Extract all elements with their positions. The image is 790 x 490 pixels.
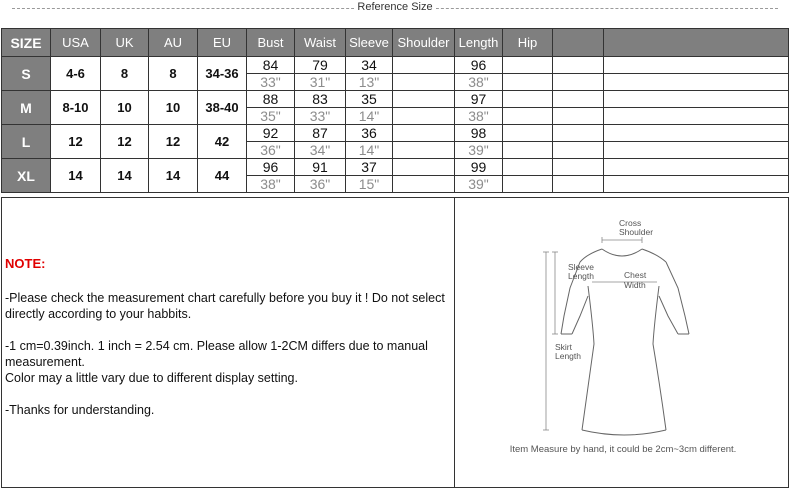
measurement-inch-cell: [393, 74, 455, 91]
sleeve-length-label: Sleeve: [568, 262, 594, 272]
size-row-cm: [2, 125, 789, 142]
measurement-cm-cell: [604, 57, 789, 74]
measurement-inch-cell: [553, 74, 604, 91]
skirt-length-label: Length: [555, 351, 581, 361]
au-size: 12: [149, 125, 198, 159]
measurement-inch-cell: 14": [346, 108, 393, 125]
column-header: Sleeve: [346, 29, 393, 57]
measurement-cm-cell: [503, 91, 553, 108]
measurement-cm-cell: 97: [455, 91, 503, 108]
measurement-cm-cell: [604, 159, 789, 176]
panel-divider: [454, 198, 455, 487]
measurement-cm-cell: [553, 57, 604, 74]
measurement-inch-cell: 34": [295, 142, 346, 159]
measurement-cm-cell: 99: [455, 159, 503, 176]
measurement-cm-cell: [503, 159, 553, 176]
uk-size: 14: [101, 159, 149, 193]
measurement-cm-cell: [553, 125, 604, 142]
column-header: Bust: [247, 29, 295, 57]
measurement-inch-cell: [553, 108, 604, 125]
measurement-inch-cell: 38": [455, 74, 503, 91]
cross-shoulder-label: Cross: [619, 218, 642, 228]
measurement-inch-cell: 38": [247, 176, 295, 193]
cross-shoulder-label: Shoulder: [619, 227, 654, 237]
measurement-inch-cell: [604, 176, 789, 193]
measurement-cm-cell: [553, 91, 604, 108]
measurement-cm-cell: [604, 91, 789, 108]
measurement-cm-cell: [503, 125, 553, 142]
measurement-inch-cell: 39": [455, 142, 503, 159]
measurement-cm-cell: 87: [295, 125, 346, 142]
header-row: [2, 29, 789, 57]
diagram-caption: Item Measure by hand, it could be 2cm~3cm different.: [509, 444, 737, 455]
measurement-inch-cell: 31": [295, 74, 346, 91]
column-header: [604, 29, 789, 57]
au-size: 14: [149, 159, 198, 193]
eu-size: 44: [198, 159, 247, 193]
measurement-inch-cell: [503, 74, 553, 91]
eu-size: 38-40: [198, 91, 247, 125]
notes-section: [5, 256, 450, 434]
measurement-cm-cell: 91: [295, 159, 346, 176]
sleeve-length-label: Length: [568, 271, 594, 281]
measurement-inch-cell: 38": [455, 108, 503, 125]
note-item: -1 cm=0.39inch. 1 inch = 2.54 cm. Please allow 1-2CM differs due to manual measurement. Color may a little vary due to different display setting.: [5, 339, 428, 385]
measurement-cm-cell: 92: [247, 125, 295, 142]
measurement-cm-cell: [503, 57, 553, 74]
reference-size-title: [0, 0, 790, 18]
uk-size: 8: [101, 57, 149, 91]
column-header: Hip: [503, 29, 553, 57]
measurement-cm-cell: 34: [346, 57, 393, 74]
measurement-cm-cell: 84: [247, 57, 295, 74]
measurement-cm-cell: 96: [455, 57, 503, 74]
column-header: SIZE: [2, 29, 51, 57]
column-header: Waist: [295, 29, 346, 57]
measurement-inch-cell: [604, 142, 789, 159]
au-size: 8: [149, 57, 198, 91]
measurement-inch-cell: [503, 176, 553, 193]
size-chart-table: [1, 28, 789, 193]
size-row-cm: [2, 159, 789, 176]
measurement-inch-cell: 36": [295, 176, 346, 193]
skirt-length-label: Skirt: [555, 342, 572, 352]
size-row-cm: [2, 57, 789, 74]
measurement-cm-cell: 98: [455, 125, 503, 142]
usa-size: 12: [51, 125, 101, 159]
column-header: Shoulder: [393, 29, 455, 57]
measurement-cm-cell: [604, 125, 789, 142]
measurement-inch-cell: [604, 74, 789, 91]
au-size: 10: [149, 91, 198, 125]
column-header: AU: [149, 29, 198, 57]
measurement-cm-cell: [393, 159, 455, 176]
note-heading: NOTE:: [5, 256, 46, 271]
measurement-inch-cell: [503, 108, 553, 125]
measurement-inch-cell: 36": [247, 142, 295, 159]
measurement-inch-cell: [553, 176, 604, 193]
column-header: UK: [101, 29, 149, 57]
measurement-inch-cell: 14": [346, 142, 393, 159]
usa-size: 4-6: [51, 57, 101, 91]
measurement-inch-cell: 13": [346, 74, 393, 91]
size-label: XL: [2, 159, 51, 193]
size-row-cm: [2, 91, 789, 108]
uk-size: 10: [101, 91, 149, 125]
usa-size: 8-10: [51, 91, 101, 125]
measurement-cm-cell: 37: [346, 159, 393, 176]
size-label: S: [2, 57, 51, 91]
uk-size: 12: [101, 125, 149, 159]
eu-size: 34-36: [198, 57, 247, 91]
size-label: M: [2, 91, 51, 125]
measurement-inch-cell: 15": [346, 176, 393, 193]
measurement-cm-cell: 88: [247, 91, 295, 108]
column-header: USA: [51, 29, 101, 57]
measurement-inch-cell: [393, 176, 455, 193]
measurement-cm-cell: [393, 125, 455, 142]
lower-panel: [1, 197, 789, 488]
eu-size: 42: [198, 125, 247, 159]
size-label: L: [2, 125, 51, 159]
note-item: -Thanks for understanding.: [5, 403, 155, 417]
measurement-inch-cell: 35": [247, 108, 295, 125]
measurement-inch-cell: [553, 142, 604, 159]
measurement-inch-cell: 33": [247, 74, 295, 91]
measurement-cm-cell: [393, 91, 455, 108]
reference-size-label: Reference Size: [354, 1, 435, 13]
column-header: [553, 29, 604, 57]
measurement-cm-cell: 36: [346, 125, 393, 142]
measurement-cm-cell: [393, 57, 455, 74]
dress-measurement-diagram: [502, 216, 762, 446]
measurement-inch-cell: [393, 108, 455, 125]
chest-width-label: Width: [624, 280, 646, 290]
measurement-cm-cell: 79: [295, 57, 346, 74]
measurement-inch-cell: 39": [455, 176, 503, 193]
measurement-cm-cell: 96: [247, 159, 295, 176]
column-header: EU: [198, 29, 247, 57]
measurement-inch-cell: 33": [295, 108, 346, 125]
measurement-inch-cell: [393, 142, 455, 159]
column-header: Length: [455, 29, 503, 57]
measurement-cm-cell: 83: [295, 91, 346, 108]
usa-size: 14: [51, 159, 101, 193]
measurement-inch-cell: [604, 108, 789, 125]
note-item: -Please check the measurement chart carefully before you buy it ! Do not select directly according to your habbits.: [5, 291, 445, 321]
measurement-inch-cell: [503, 142, 553, 159]
measurement-cm-cell: 35: [346, 91, 393, 108]
chest-width-label: Chest: [624, 270, 647, 280]
measurement-cm-cell: [553, 159, 604, 176]
